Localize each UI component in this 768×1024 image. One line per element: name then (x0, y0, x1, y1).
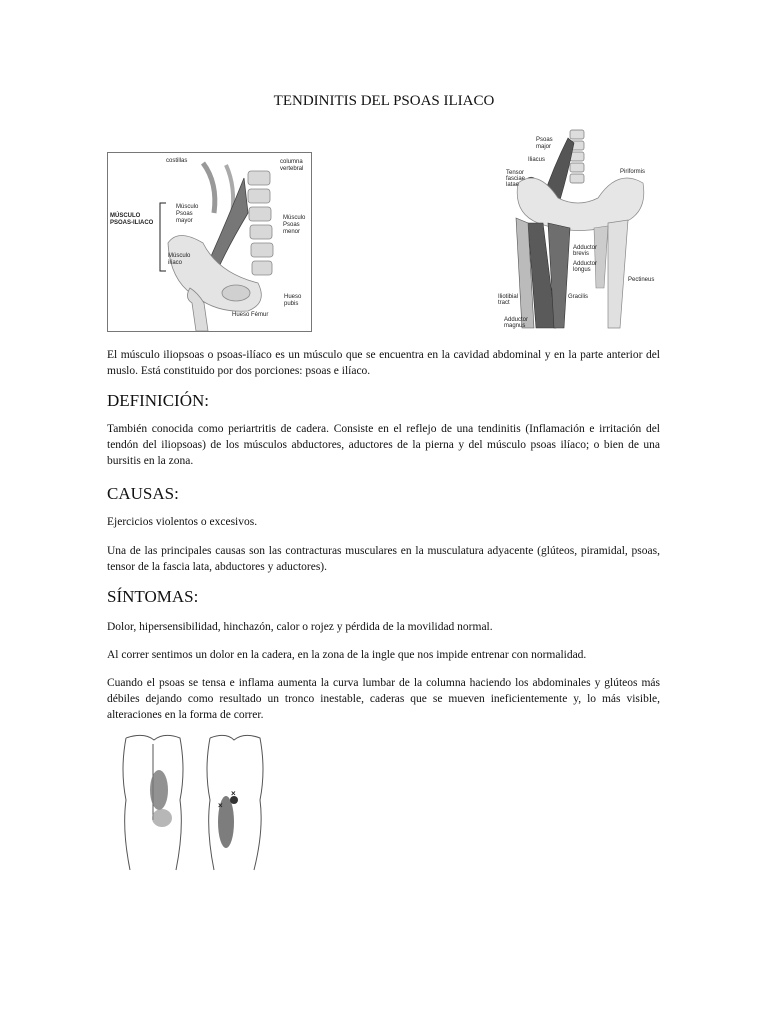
heading-definicion: DEFINICIÓN: (107, 391, 209, 410)
definicion-paragraph: También conocida como periartritis de cadera. Consiste en el reflejo de una tendinitis (Inflamación e irritación del tendón del iliopsoas) de los músculos abductores, aductores de la pierna y del músculo psoas ilíaco; o bien de una bursitis en la zona. (107, 423, 660, 467)
label-pectineus: Pectineus (628, 277, 655, 283)
svg-text:×: × (231, 789, 236, 798)
sintomas-paragraph-1: Dolor, hipersensibilidad, hinchazón, calor o rojez y pérdida de la movilidad normal. (107, 621, 493, 633)
svg-text:×: × (218, 801, 223, 810)
label-psoas-iliaco: PSOAS-ILIACO (110, 220, 154, 226)
label-gracilis: Gracilis (568, 294, 589, 300)
hip-muscles-figure (498, 128, 663, 333)
psoas-iliaco-anatomy-figure (107, 152, 312, 332)
pain-pattern-figure (114, 730, 276, 875)
page-title: TENDINITIS DEL PSOAS ILIACO (273, 93, 495, 109)
label-psoas: Psoas (536, 137, 553, 143)
label-iliaco-1: Músculo (168, 253, 191, 259)
label-pubis-1: Hueso (284, 294, 302, 300)
label-major: major (536, 144, 552, 150)
sintomas-paragraph-2: Al correr sentimos un dolor en la cadera, en la zona de la ingle que nos impide entrenar con normalidad. (107, 649, 587, 661)
label-vertebral: vertebral (280, 166, 304, 172)
label-latae: latae (506, 182, 520, 188)
label-femur: Hueso Fémur (232, 312, 269, 318)
label-psoas-mayor-1: Músculo (176, 204, 199, 210)
label-iliacus: Iliacus (528, 157, 546, 163)
label-tensor: Tensor (506, 170, 525, 176)
label-psoas-menor-1: Músculo (283, 215, 306, 221)
label-adductor-magnus-1: Adductor (504, 317, 529, 323)
label-psoas-mayor-3: mayor (176, 218, 193, 224)
label-psoas-menor-2: Psoas (283, 222, 300, 228)
label-iliaco-2: ilíaco (168, 260, 183, 266)
label-piriformis: Piriformis (620, 169, 645, 175)
label-adductor-magnus-2: magnus (504, 323, 526, 329)
label-pubis-2: pubis (284, 301, 299, 307)
label-tract: tract (498, 300, 510, 306)
label-adductor-brevis-1: Adductor (573, 245, 598, 251)
label-iliotibial: Iliotibial (498, 294, 519, 300)
label-adductor-brevis-2: brevis (573, 251, 590, 257)
label-columna: columna (280, 159, 303, 165)
label-fasciae: fasciae (506, 176, 526, 182)
heading-causas: CAUSAS: (107, 484, 179, 503)
label-adductor-longus-2: longus (573, 267, 591, 273)
label-musculo: MÚSCULO (110, 213, 141, 219)
label-psoas-menor-3: menor (283, 229, 301, 235)
label-costillas: costillas (166, 158, 188, 164)
intro-paragraph: El músculo iliopsoas o psoas-ilíaco es un músculo que se encuentra en la cavidad abdominal y en la parte anterior del muslo. Está constituido por dos porciones: psoas e ilíaco. (107, 349, 660, 377)
causas-paragraph-2: Una de las principales causas son las contracturas musculares en la musculatura adyacente (glúteos, piramidal, psoas, tensor de la fascia lata, abductores y aductores). (107, 545, 660, 573)
label-psoas-mayor-2: Psoas (176, 211, 193, 217)
label-adductor-longus-1: Adductor (573, 261, 598, 267)
causas-paragraph-1: Ejercicios violentos o excesivos. (107, 516, 258, 528)
heading-sintomas: SÍNTOMAS: (107, 587, 199, 606)
sintomas-paragraph-3: Cuando el psoas se tensa e inflama aumenta la curva lumbar de la columna haciendo los abdominales y glúteos más débiles dejando como resultado un tronco inestable, caderas que se mueven ineficientemente y, lo más visible, alteraciones en la forma de correr. (107, 677, 660, 721)
